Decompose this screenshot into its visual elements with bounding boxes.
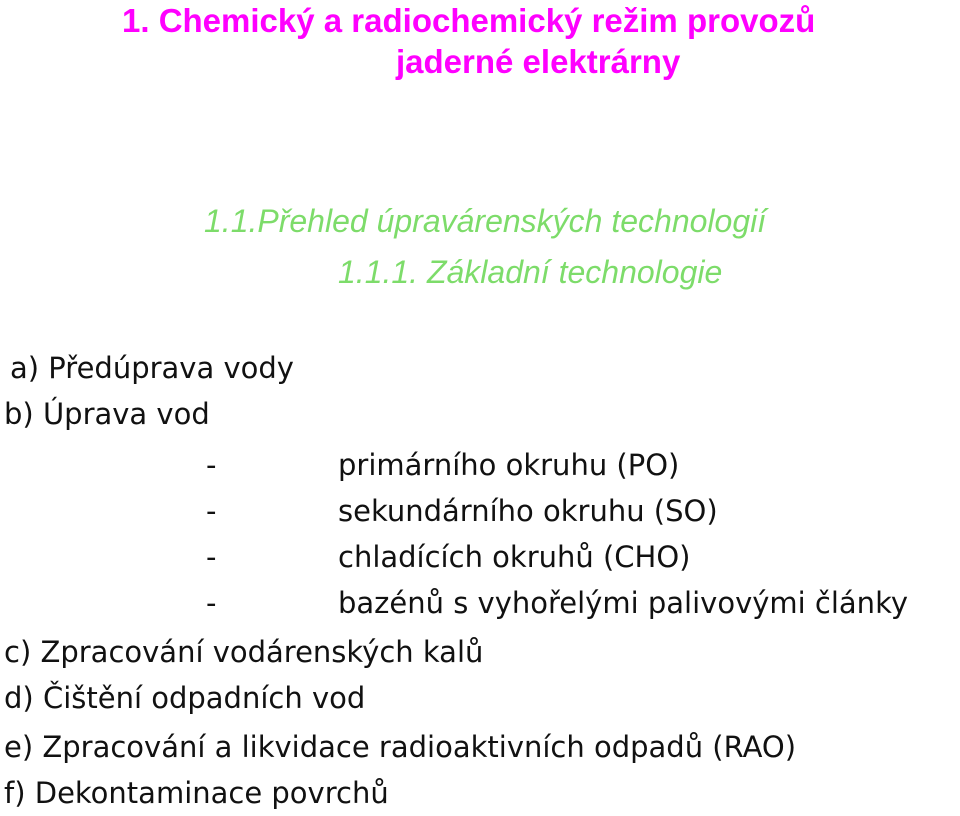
section-heading: 1.1.Přehled úpravárenských technologií bbox=[204, 203, 767, 239]
subsection-heading: 1.1.1. Základní technologie bbox=[338, 254, 723, 290]
sublist-item-po: primárního okruhu (PO) bbox=[338, 448, 680, 482]
sublist-item-cho: chladících okruhů (CHO) bbox=[338, 540, 691, 574]
sublist-dash: - bbox=[206, 494, 217, 528]
sublist-dash: - bbox=[206, 586, 217, 620]
list-item-c: c) Zpracování vodárenských kalů bbox=[4, 635, 484, 669]
slide-title-line-1: 1. Chemický a radiochemický režim provozů bbox=[122, 2, 816, 39]
list-item-a: a) Předúprava vody bbox=[10, 351, 294, 385]
slide-title-line-2: jaderné elektrárny bbox=[396, 43, 681, 80]
sublist-dash: - bbox=[206, 448, 217, 482]
sublist-dash: - bbox=[206, 540, 217, 574]
list-item-b: b) Úprava vod bbox=[4, 397, 210, 431]
list-item-f: f) Dekontaminace povrchů bbox=[4, 776, 389, 810]
sublist-item-so: sekundárního okruhu (SO) bbox=[338, 494, 718, 528]
list-item-e: e) Zpracování a likvidace radioaktivních odpadů (RAO) bbox=[4, 730, 797, 764]
list-item-d: d) Čištění odpadních vod bbox=[4, 681, 366, 715]
sublist-item-pool: bazénů s vyhořelými palivovými články bbox=[338, 586, 908, 620]
